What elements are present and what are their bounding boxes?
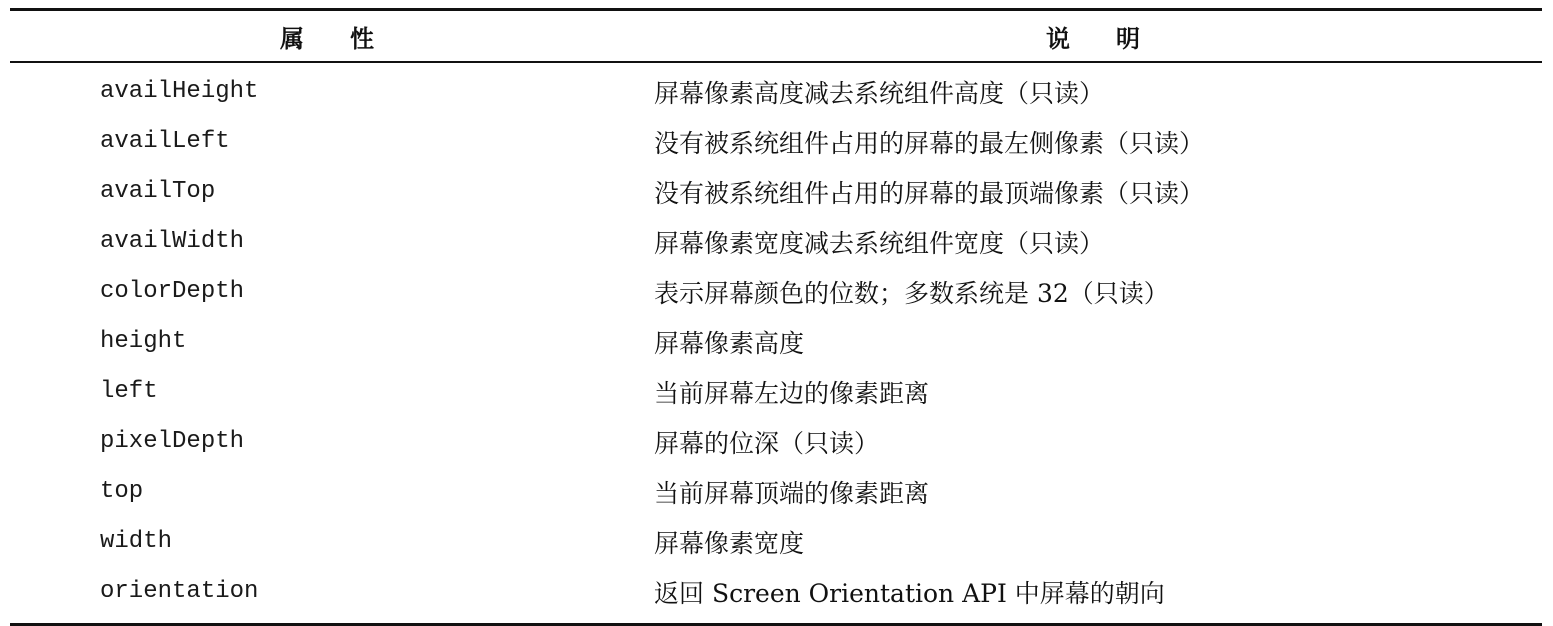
description-cell: 屏幕像素宽度 <box>654 528 805 558</box>
property-cell: orientation <box>100 578 259 605</box>
table-row <box>10 367 1542 417</box>
description-cell: 表示屏幕颜色的位数；多数系统是 32（只读） <box>654 278 1169 308</box>
table-row <box>10 267 1542 317</box>
description-cell: 屏幕像素高度减去系统组件高度（只读） <box>654 78 1105 108</box>
property-cell: availTop <box>100 178 216 205</box>
property-cell: left <box>100 378 158 405</box>
table-row <box>10 417 1542 467</box>
property-cell: pixelDepth <box>100 428 245 455</box>
header-property: 属性 <box>280 24 420 53</box>
table-row <box>10 517 1542 567</box>
table-row <box>10 117 1542 167</box>
description-cell: 没有被系统组件占用的屏幕的最顶端像素（只读） <box>654 178 1205 208</box>
table-body <box>10 63 1542 623</box>
property-cell: availLeft <box>100 128 230 155</box>
description-cell: 屏幕像素高度 <box>654 328 805 358</box>
table-row <box>10 317 1542 367</box>
table-row <box>10 467 1542 517</box>
description-cell: 没有被系统组件占用的屏幕的最左侧像素（只读） <box>654 128 1205 158</box>
header-description: 说明 <box>1046 24 1186 53</box>
description-cell: 当前屏幕顶端的像素距离 <box>654 478 930 508</box>
description-cell: 返回 Screen Orientation API 中屏幕的朝向 <box>654 578 1165 608</box>
description-cell: 当前屏幕左边的像素距离 <box>654 378 930 408</box>
table-row <box>10 217 1542 267</box>
property-cell: height <box>100 328 187 355</box>
description-cell: 屏幕的位深（只读） <box>654 428 880 458</box>
property-cell: availHeight <box>100 78 259 105</box>
description-cell: 屏幕像素宽度减去系统组件宽度（只读） <box>654 228 1105 258</box>
property-cell: colorDepth <box>100 278 245 305</box>
property-cell: availWidth <box>100 228 245 255</box>
table-row <box>10 167 1542 217</box>
property-cell: top <box>100 478 144 505</box>
table-row <box>10 567 1542 617</box>
screen-properties-table <box>10 8 1542 626</box>
table-header-row <box>10 11 1542 61</box>
property-cell: width <box>100 528 173 555</box>
table-row <box>10 67 1542 117</box>
